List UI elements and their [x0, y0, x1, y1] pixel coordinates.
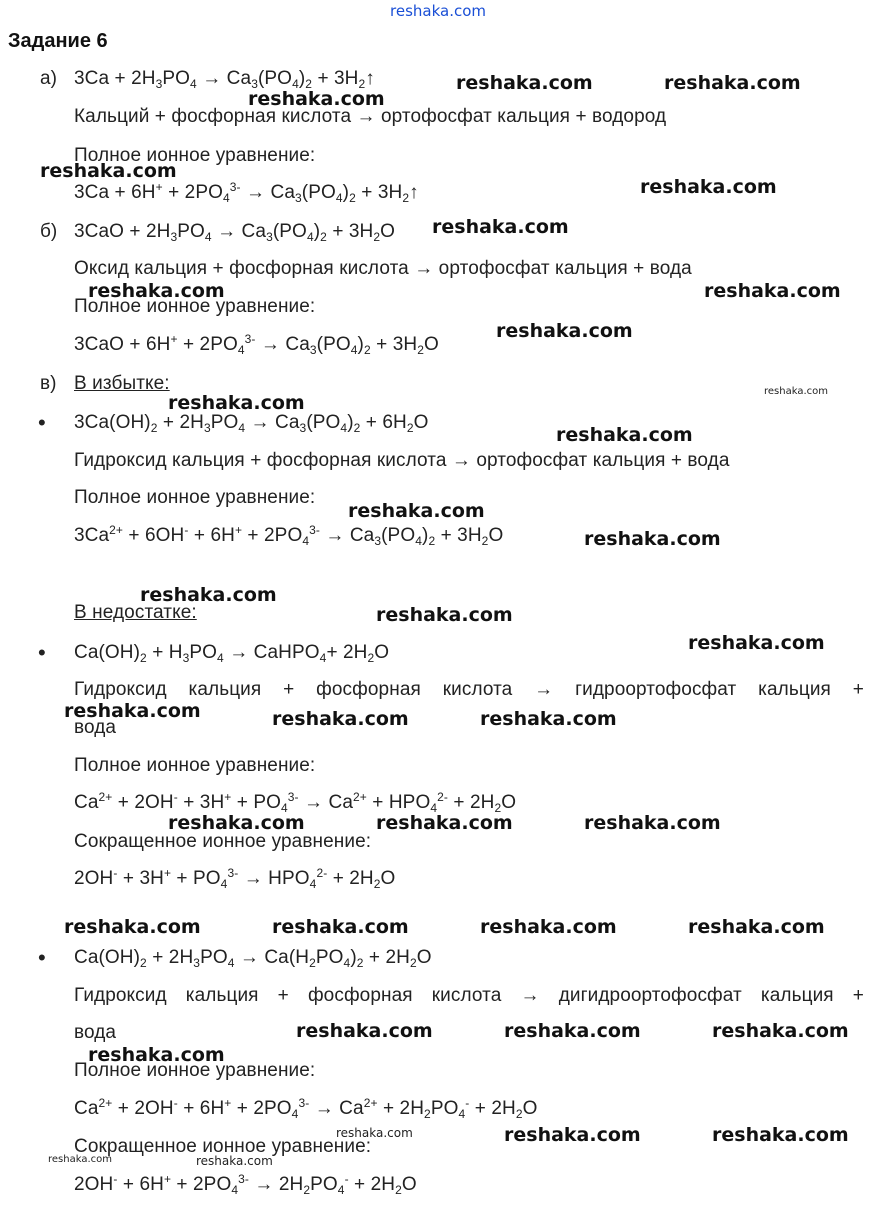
marker-v: в)	[40, 373, 57, 394]
watermark: reshaka.com	[272, 916, 409, 938]
deficit-label: В недостатке:	[74, 602, 197, 623]
watermark: reshaka.com	[584, 812, 721, 834]
words-b: Оксид кальция + фосфорная кислота → ортофосфат кальция + вода	[74, 258, 692, 279]
marker-b: б)	[40, 221, 58, 242]
watermark: reshaka.com	[712, 1020, 849, 1042]
ionic-equation-a: $3Ca + 6H^+ + 2PO_4^{3-} \to Ca_3(PO_4)_2$ + $3H_2↑$	[74, 180, 419, 205]
deficit1-ionic-label: Полное ионное уравнение:	[74, 755, 316, 776]
watermark: reshaka.com	[504, 1020, 641, 1042]
watermark: reshaka.com	[88, 280, 225, 302]
watermark: reshaka.com	[704, 280, 841, 302]
bullet: •	[38, 945, 46, 970]
deficit1-words-line2: вода	[74, 717, 117, 738]
watermark: reshaka.com	[432, 216, 569, 238]
watermark: reshaka.com	[248, 88, 385, 110]
task-title: Задание 6	[8, 30, 108, 52]
watermark: reshaka.com	[688, 632, 825, 654]
excess-ionic-label: Полное ионное уравнение:	[74, 487, 316, 508]
watermark: reshaka.com	[168, 392, 305, 414]
equation-b: $3CaO + 2H_3PO_4 \to Ca_3(PO_4)_2 + 3H_2O$	[74, 221, 396, 244]
watermark: reshaka.com	[196, 1154, 273, 1168]
ionic-equation-b: $3CaO + 6H^+ + 2PO_4^{3-} \to Ca_3(PO_4)_2 + 3H_2O$	[74, 332, 439, 357]
watermark: reshaka.com	[376, 812, 513, 834]
watermark: reshaka.com	[480, 708, 617, 730]
bullet: •	[38, 410, 46, 435]
bullet: •	[38, 640, 46, 665]
watermark: reshaka.com	[664, 72, 801, 94]
watermark: reshaka.com	[348, 500, 485, 522]
watermark: reshaka.com	[556, 424, 693, 446]
marker-a: а)	[40, 68, 57, 89]
deficit1-equation: $Ca(OH)_2 + H_3PO_4$ → CaHPO$_4$+ $2H_2O$	[74, 642, 390, 665]
deficit1-ionic-equation: $Ca^{2+} + 2OH^- + 3H^+ + PO_4^{3-} \to Ca^{2+} + HPO_4^{2-} + 2H_2O$	[74, 790, 517, 815]
deficit2-ionic-label: Полное ионное уравнение:	[74, 1060, 316, 1081]
watermark: reshaka.com	[48, 1154, 112, 1165]
watermark: reshaka.com	[640, 176, 777, 198]
watermark: reshaka.com	[88, 1044, 225, 1066]
watermark: reshaka.com	[764, 386, 828, 397]
ionic-label-a: Полное ионное уравнение:	[74, 145, 316, 166]
watermark: reshaka.com	[272, 708, 409, 730]
deficit2-words-line1: Гидроксид кальция + фосфорная кислота → дигидроортофосфат кальция +	[74, 985, 864, 1006]
watermark: reshaka.com	[456, 72, 593, 94]
watermark: reshaka.com	[64, 700, 201, 722]
deficit2-equation: $Ca(OH)_2 + 2H_3PO_4 \to Ca(H_2PO_4)_2 + 2H_2O$	[74, 947, 432, 970]
words-a: Кальций + фосфорная кислота → ортофосфат кальция + водород	[74, 106, 667, 127]
deficit1-words-line1: Гидроксид кальция + фосфорная кислота → гидроортофосфат кальция +	[74, 679, 864, 700]
watermark: reshaka.com	[296, 1020, 433, 1042]
watermark: reshaka.com	[688, 916, 825, 938]
ionic-label-b: Полное ионное уравнение:	[74, 296, 316, 317]
watermark: reshaka.com	[168, 812, 305, 834]
deficit1-short-label: Сокращенное ионное уравнение:	[74, 831, 372, 852]
watermark: reshaka.com	[140, 584, 277, 606]
watermark: reshaka.com	[712, 1124, 849, 1146]
deficit2-short-label: Сокращенное ионное уравнение:	[74, 1136, 372, 1157]
deficit2-words-line2: вода	[74, 1022, 117, 1043]
watermark: reshaka.com	[496, 320, 633, 342]
watermark: reshaka.com	[376, 604, 513, 626]
watermark: reshaka.com	[480, 916, 617, 938]
watermark: reshaka.com	[504, 1124, 641, 1146]
excess-ionic-equation: $3Ca^{2+} + 6OH^- + 6H^+ + 2PO_4^{3-} \to Ca_3(PO_4)_2 + 3H_2O$	[74, 523, 504, 548]
watermark: reshaka.com	[336, 1126, 413, 1140]
watermark: reshaka.com	[40, 160, 177, 182]
deficit1-short-equation: $2OH^- + 3H^+ + PO_4^{3-} \to HPO_4^{2-} + 2H_2O$	[74, 866, 396, 891]
deficit2-ionic-equation: $Ca^{2+} + 2OH^- + 6H^+ + 2PO_4^{3-} \to Ca^{2+} + 2H_2PO_4^- + 2H_2O$	[74, 1096, 538, 1121]
excess-words: Гидроксид кальция + фосфорная кислота → ортофосфат кальция + вода	[74, 450, 730, 471]
site-link[interactable]: reshaka.com	[390, 2, 486, 20]
deficit2-short-equation: $2OH^- + 6H^+ + 2PO_4^{3-} \to 2H_2PO_4^- + 2H_2O$	[74, 1172, 417, 1197]
equation-a: $3Ca + 2H_3PO_4 \to Ca_3(PO_4)_2$ + $3H_2↑$	[74, 68, 375, 91]
watermark: reshaka.com	[584, 528, 721, 550]
excess-equation: $3Ca(OH)_2 + 2H_3PO_4 \to Ca_3(PO_4)_2 + 6H_2O$	[74, 412, 429, 435]
watermark: reshaka.com	[64, 916, 201, 938]
excess-label: В избытке:	[74, 373, 170, 394]
